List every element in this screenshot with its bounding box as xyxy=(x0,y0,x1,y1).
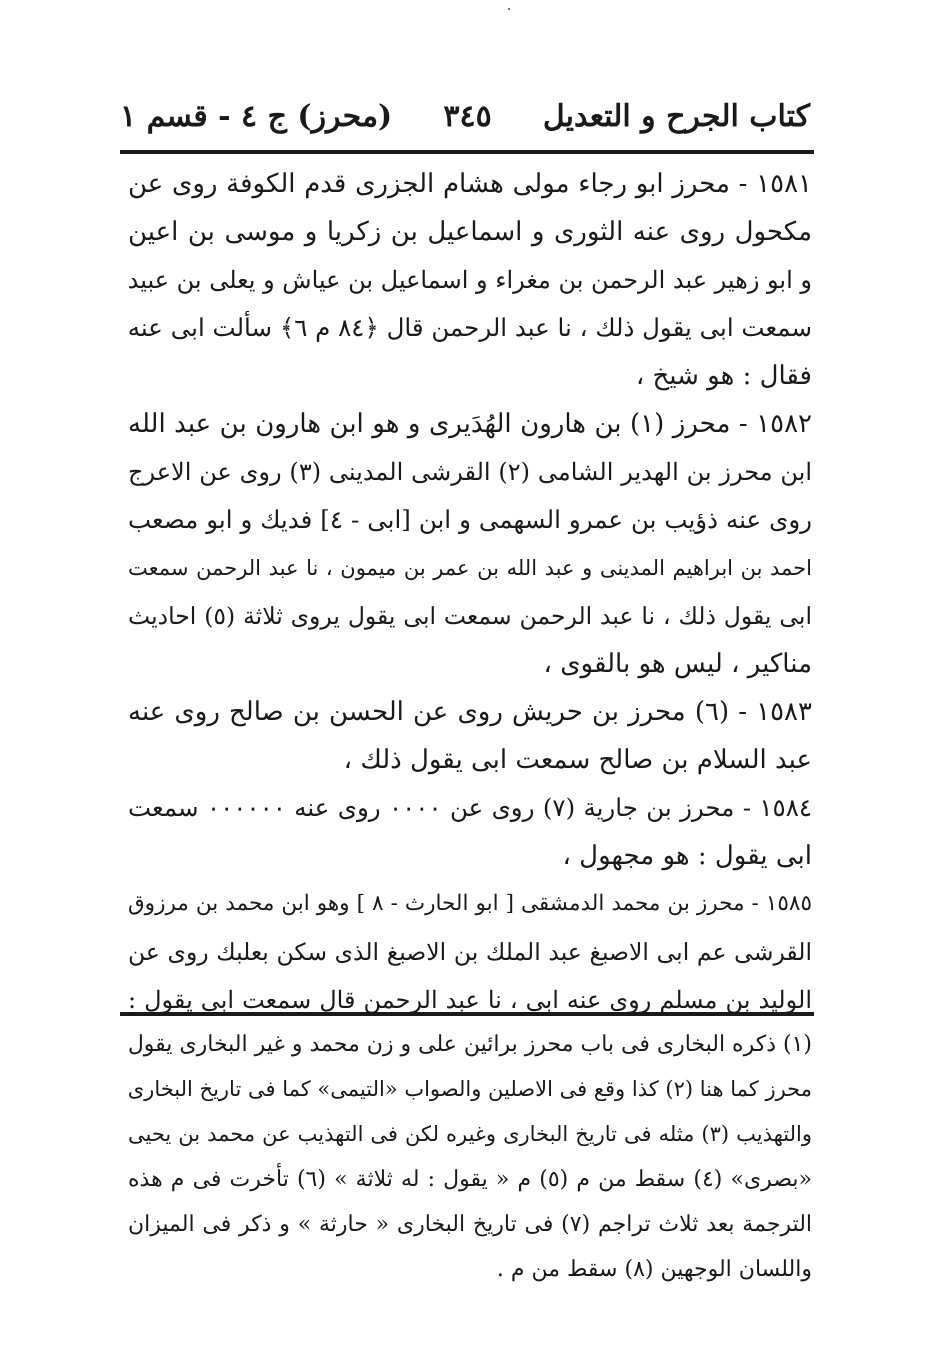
running-header xyxy=(120,88,810,144)
entry-1584 xyxy=(128,784,812,880)
footnote-line: «بصرى» (٤) سقط من م (٥) م « يقول : له ثلاثة » (٦) تأخرت فى م هذه xyxy=(128,1167,812,1192)
text-line: و ابو زهير عبد الرحمن بن مغراء و اسماعيل بن عياش و يعلى بن عبيد xyxy=(128,266,812,294)
text-line: مناكير ، ليس هو بالقوى ، xyxy=(543,649,812,679)
text-line: ابن محرز بن الهدير الشامى (٢) القرشى المدينى (٣) روى عن الاعرج xyxy=(128,458,812,486)
footnote-line: والتهذيب (٣) مثله فى تاريخ البخارى وغيره لكن فى التهذيب عن محمد بن يحيى xyxy=(128,1122,812,1146)
text-line: ١٥٨١ - محرز ابو رجاء مولى هشام الجزرى قدم الكوفة روى عن xyxy=(128,169,812,199)
footnote-line: محرز كما هنا (٢) كذا وقع فى الاصلين والصواب «التيمى» كما فى تاريخ البخارى xyxy=(128,1077,812,1101)
text-line: الوليد بن مسلم روى عنه ابى ، نا عبد الرحمن قال سمعت ابى يقول : xyxy=(128,986,812,1014)
page-speck xyxy=(508,8,510,10)
text-line: ابى يقول : هو مجهول ، xyxy=(562,841,812,871)
footnote-rule xyxy=(120,1012,814,1016)
text-line: مكحول روى عنه الثورى و اسماعيل بن زكريا و موسى بن اعين xyxy=(128,217,812,247)
text-line: فقال : هو شيخ ، xyxy=(635,361,812,391)
page-number: ٣٤٥ xyxy=(443,98,492,134)
text-line: القرشى عم ابى الاصبغ عبد الملك بن الاصبغ الذى سكن بعلبك روى عن xyxy=(128,938,812,966)
footnote-line: (١) ذكره البخارى فى باب محرز برائين على و زن محمد و غير البخارى يقول xyxy=(128,1032,812,1057)
text-line: ١٥٨٥ - محرز بن محمد الدمشقى [ ابو الحارث - ٨ ] وهو ابن محمد بن مرزوق xyxy=(128,891,812,916)
footnote-line: الترجمة بعد ثلاث تراجم (٧) فى تاريخ البخارى « حارثة » و ذكر فى الميزان xyxy=(128,1212,812,1237)
header-rule xyxy=(120,150,814,154)
main-text xyxy=(128,160,812,1024)
entry-1581 xyxy=(128,160,812,400)
entry-1585 xyxy=(128,880,812,1024)
text-line: ١٥٨٣ - (٦) محرز بن حريش روى عن الحسن بن صالح روى عنه xyxy=(128,697,812,727)
footnote-line: واللسان الوجهين (٨) سقط من م . xyxy=(496,1257,812,1282)
text-line: ١٥٨٢ - محرز (١) بن هارون الهُدَيرى و هو ابن هارون بن عبد الله xyxy=(128,409,812,439)
text-line: سمعت ابى يقول ذلك ، نا عبد الرحمن قال ﴿٨٤ م ٦﴾ سألت ابى عنه xyxy=(128,313,812,342)
text-line: احمد بن ابراهيم المدينى و عبد الله بن عمر بن ميمون ، نا عبد الرحمن سمعت xyxy=(128,556,812,580)
text-line: ١٥٨٤ - محرز بن جارية (٧) روى عن ٠٠٠٠ روى عنه ٠٠٠٠٠٠ سمعت xyxy=(128,793,812,822)
text-line: عبد السلام بن صالح سمعت ابى يقول ذلك ، xyxy=(343,745,812,775)
volume-label: (محرز) ج ٤ - قسم ١ xyxy=(120,98,393,134)
entry-1583 xyxy=(128,688,812,784)
footnotes xyxy=(128,1022,812,1292)
text-line: روى عنه ذؤيب بن عمرو السهمى و ابن [ابى - ٤] فديك و ابو مصعب xyxy=(128,505,812,534)
book-title: كتاب الجرح و التعديل xyxy=(542,98,810,134)
entry-1582 xyxy=(128,400,812,688)
text-line: ابى يقول ذلك ، نا عبد الرحمن سمعت ابى يقول يروى ثلاثة (٥) احاديث xyxy=(128,602,812,630)
